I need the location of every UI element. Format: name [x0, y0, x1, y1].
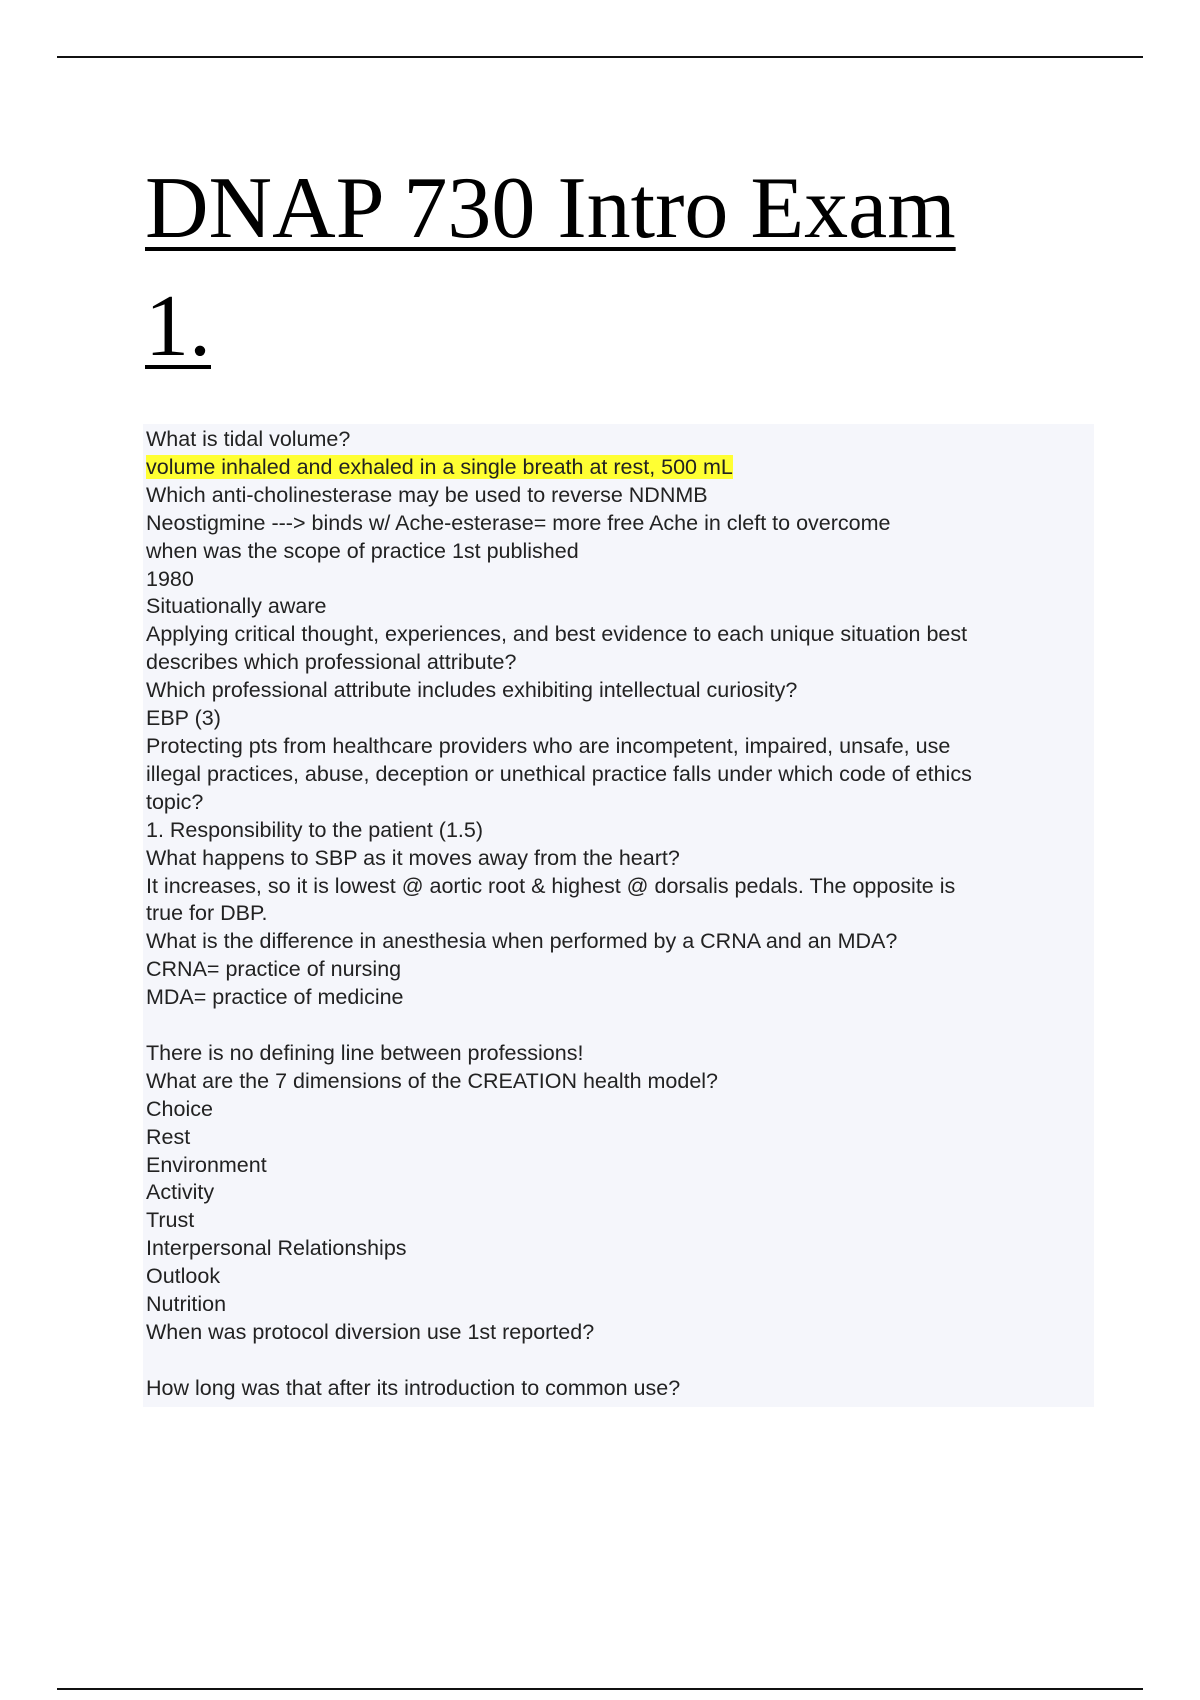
content-line: Interpersonal Relationships [146, 1236, 407, 1261]
content-line: What is the difference in anesthesia when performed by a CRNA and an MDA? [146, 929, 898, 954]
top-rule [57, 56, 1143, 58]
content-line: CRNA= practice of nursing [146, 957, 402, 982]
title-line-2: 1. [145, 278, 211, 375]
content-line: 1. Responsibility to the patient (1.5) [146, 817, 484, 842]
content-line: MDA= practice of medicine [146, 985, 404, 1010]
content-line: What happens to SBP as it moves away from the heart? [146, 845, 680, 870]
content-line: illegal practices, abuse, deception or unethical practice falls under which code of ethics [146, 761, 972, 786]
content-line: Trust [146, 1208, 195, 1233]
content-line: What is tidal volume? [146, 427, 351, 451]
qa-content [143, 424, 1094, 1407]
content-line: Activity [146, 1180, 215, 1205]
content-line: Environment [146, 1152, 267, 1177]
content-line: Choice [146, 1096, 213, 1121]
content-line: Which anti-cholinesterase may be used to reverse NDNMB [146, 482, 708, 507]
content-line: Rest [146, 1124, 191, 1149]
content-line: EBP (3) [146, 706, 221, 731]
content-line: Protecting pts from healthcare providers who are incompetent, impaired, unsafe, use [146, 733, 951, 758]
content-line: Applying critical thought, experiences, and best evidence to each unique situation best [146, 622, 968, 647]
content-line: Situationally aware [146, 594, 327, 619]
content-line: Outlook [146, 1264, 221, 1289]
content-line: when was the scope of practice 1st published [146, 538, 579, 563]
content-line: It increases, so it is lowest @ aortic root & highest @ dorsalis pedals. The opposite is [146, 873, 956, 898]
content-line: Neostigmine ---> binds w/ Ache-esterase= more free Ache in cleft to overcome [146, 510, 891, 535]
content-line: How long was that after its introduction to common use? [146, 1375, 681, 1400]
content-line: topic? [146, 789, 204, 814]
content-line: Which professional attribute includes exhibiting intellectual curiosity? [146, 678, 798, 703]
content-line: Nutrition [146, 1292, 227, 1317]
blank-line [146, 1347, 1094, 1375]
content-line: There is no defining line between professions! [146, 1040, 584, 1065]
blank-line [146, 1012, 1094, 1040]
content-line: true for DBP. [146, 901, 268, 926]
content-line: describes which professional attribute? [146, 650, 517, 675]
content-line: 1980 [146, 566, 194, 591]
content-line: When was protocol diversion use 1st reported? [146, 1319, 595, 1344]
document-title [145, 150, 1105, 386]
title-line-1: DNAP 730 Intro Exam [145, 160, 956, 257]
highlighted-answer: volume inhaled and exhaled in a single breath at rest, 500 mL [146, 454, 733, 479]
content-line: What are the 7 dimensions of the CREATION health model? [146, 1068, 719, 1093]
bottom-rule [57, 1688, 1143, 1690]
